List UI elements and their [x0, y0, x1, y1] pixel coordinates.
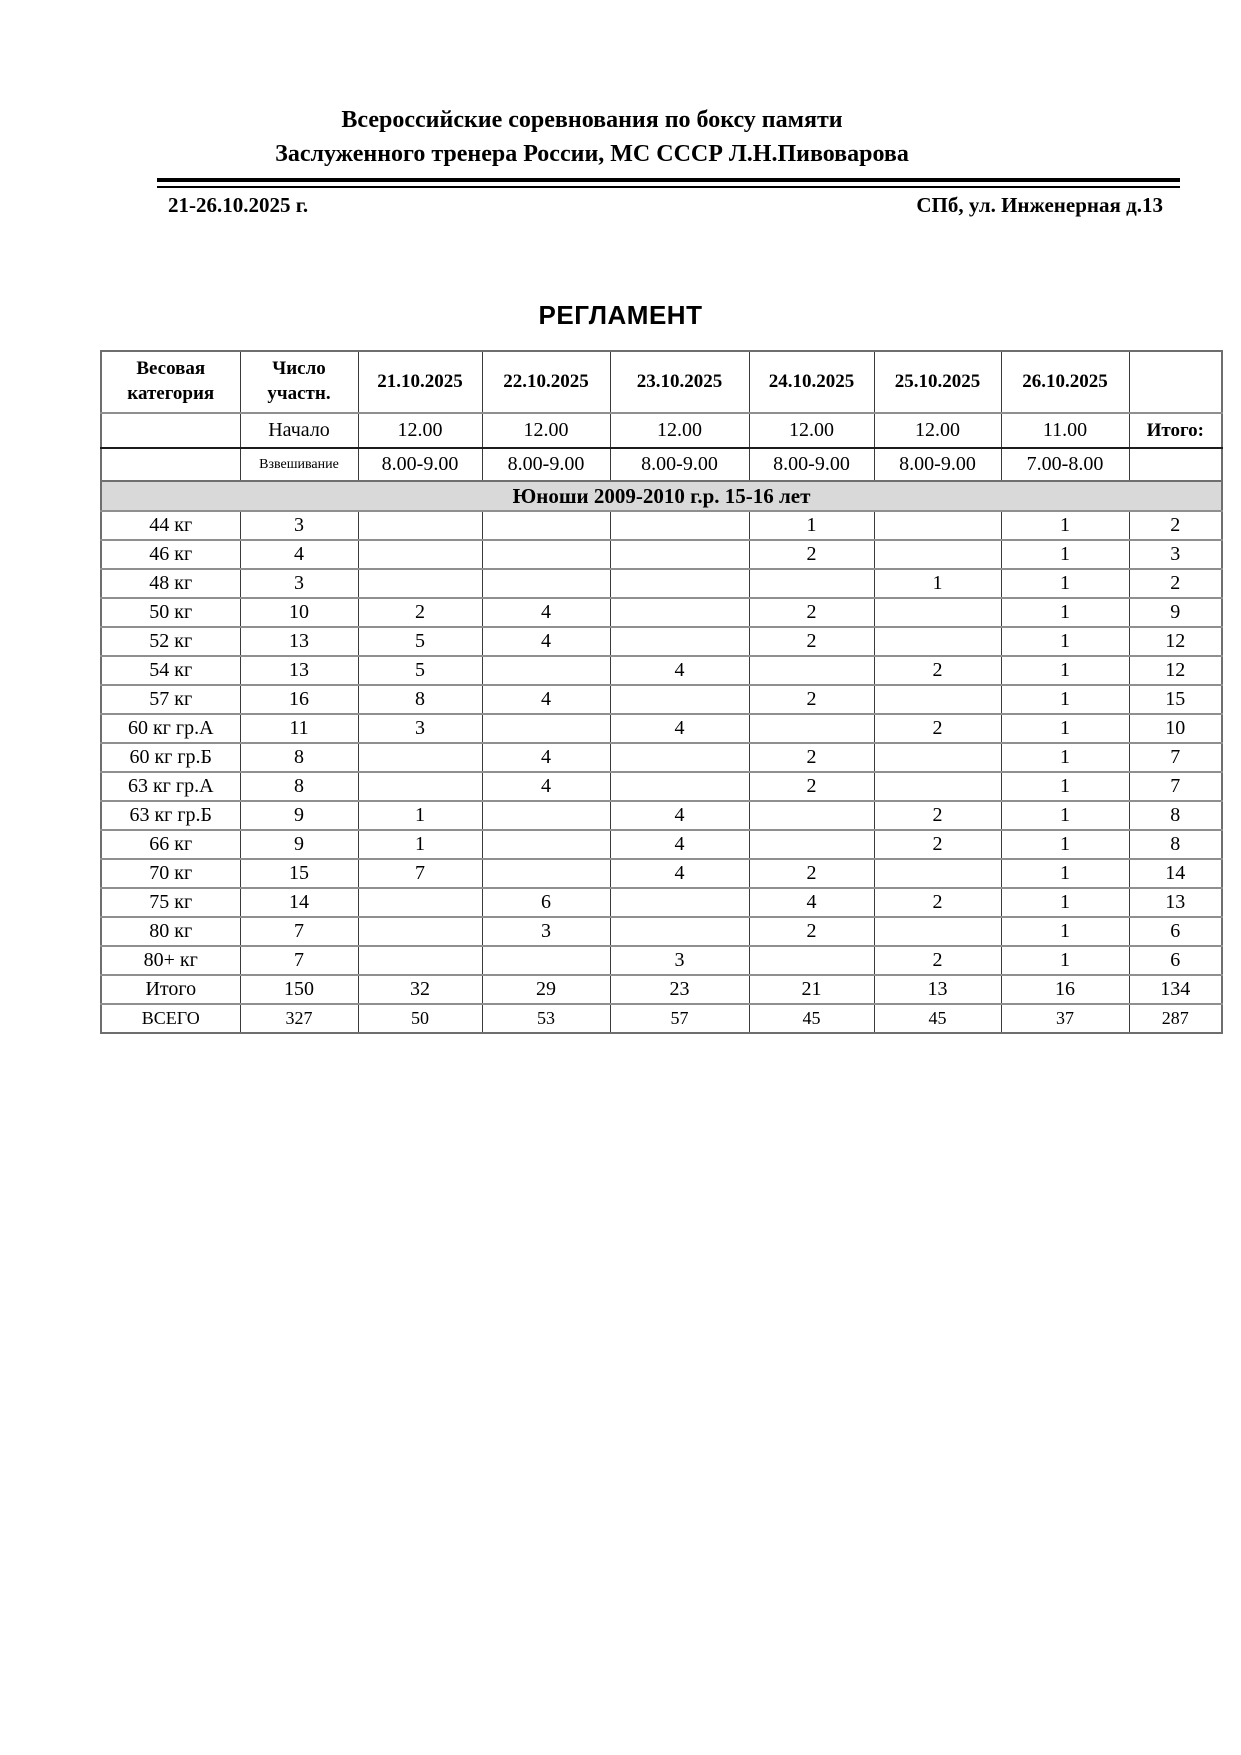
- table-row: [101, 801, 1222, 830]
- weight-category-cell: 63 кг гр.А: [101, 772, 240, 801]
- day3-cell: 4: [610, 830, 749, 859]
- weigh-in-time-cell: 8.00-9.00: [482, 448, 610, 481]
- title-line-1: Всероссийские соревнования по боксу памяти: [341, 107, 843, 133]
- day4-cell: 2: [749, 917, 874, 946]
- day4-cell: [749, 946, 874, 975]
- day4-cell: [749, 569, 874, 598]
- day1-cell: 7: [358, 859, 482, 888]
- row-total-cell: 3: [1129, 540, 1222, 569]
- table-row: [101, 569, 1222, 598]
- vsego-label-cell: ВСЕГО: [101, 1004, 240, 1033]
- day2-cell: [482, 830, 610, 859]
- participants-cell: 3: [240, 511, 358, 540]
- weight-category-cell: 46 кг: [101, 540, 240, 569]
- start-time-cell: 12.00: [610, 413, 749, 448]
- participants-cell: 9: [240, 830, 358, 859]
- day1-cell: [358, 511, 482, 540]
- day4-cell: 4: [749, 888, 874, 917]
- row-total-cell: 2: [1129, 511, 1222, 540]
- weight-rows: [101, 511, 1222, 975]
- day4-cell: [749, 714, 874, 743]
- table-row: [101, 743, 1222, 772]
- weigh-in-label-cell: Взвешивание: [240, 448, 358, 481]
- day6-cell: 1: [1001, 946, 1129, 975]
- day3-cell: 4: [610, 714, 749, 743]
- table-row: [101, 511, 1222, 540]
- day3-cell: [610, 772, 749, 801]
- weight-category-cell: 60 кг гр.Б: [101, 743, 240, 772]
- day2-cell: 4: [482, 772, 610, 801]
- day5-cell: 2: [874, 888, 1001, 917]
- participants-cell: 9: [240, 801, 358, 830]
- weigh-in-time-cell: 7.00-8.00: [1001, 448, 1129, 481]
- day6-cell: 1: [1001, 743, 1129, 772]
- day3-cell: 3: [610, 946, 749, 975]
- row-total-cell: 14: [1129, 859, 1222, 888]
- day6-cell: 1: [1001, 888, 1129, 917]
- table-row: [101, 598, 1222, 627]
- day6-cell: 1: [1001, 772, 1129, 801]
- itogo-row: [101, 975, 1222, 1004]
- day5-cell: [874, 685, 1001, 714]
- day1-cell: 5: [358, 627, 482, 656]
- day2-cell: 29: [482, 975, 610, 1004]
- day5-cell: [874, 511, 1001, 540]
- day4-cell: 45: [749, 1004, 874, 1033]
- col-header-day4: 24.10.2025: [749, 351, 874, 413]
- weigh-in-time-cell: 8.00-9.00: [874, 448, 1001, 481]
- day2-cell: 4: [482, 627, 610, 656]
- start-label-cell: Начало: [240, 413, 358, 448]
- col-header-empty: [1129, 351, 1222, 413]
- participants-cell: 10: [240, 598, 358, 627]
- col-header-weight-category: Весовая категория: [127, 358, 215, 404]
- day1-cell: 8: [358, 685, 482, 714]
- weight-category-cell: 52 кг: [101, 627, 240, 656]
- day4-cell: 2: [749, 598, 874, 627]
- day4-cell: [749, 830, 874, 859]
- weight-category-cell: 54 кг: [101, 656, 240, 685]
- day5-cell: 2: [874, 946, 1001, 975]
- table-totals-section: [101, 975, 1222, 1033]
- empty-cell: [101, 448, 240, 481]
- day3-cell: [610, 598, 749, 627]
- day4-cell: 2: [749, 772, 874, 801]
- day6-cell: 1: [1001, 511, 1129, 540]
- row-total-cell: 134: [1129, 975, 1222, 1004]
- vsego-row: [101, 1004, 1222, 1033]
- weight-category-cell: 60 кг гр.А: [101, 714, 240, 743]
- total-column-label: Итого:: [1129, 413, 1222, 448]
- age-group-band-row: [101, 481, 1222, 511]
- day3-cell: 4: [610, 859, 749, 888]
- participants-cell: 14: [240, 888, 358, 917]
- col-header-day1: 21.10.2025: [358, 351, 482, 413]
- table-row: [101, 830, 1222, 859]
- age-group-band: Юноши 2009-2010 г.р. 15-16 лет: [101, 481, 1222, 511]
- table-row: [101, 656, 1222, 685]
- weight-category-cell: 57 кг: [101, 685, 240, 714]
- participants-cell: 150: [240, 975, 358, 1004]
- day5-cell: 2: [874, 656, 1001, 685]
- day4-cell: 2: [749, 627, 874, 656]
- day2-cell: 53: [482, 1004, 610, 1033]
- weight-category-cell: 48 кг: [101, 569, 240, 598]
- row-total-cell: 13: [1129, 888, 1222, 917]
- empty-cell: [1129, 448, 1222, 481]
- day2-cell: [482, 859, 610, 888]
- weigh-in-time-cell: 8.00-9.00: [358, 448, 482, 481]
- weigh-in-row: [101, 448, 1222, 481]
- day1-cell: 1: [358, 801, 482, 830]
- day5-cell: [874, 917, 1001, 946]
- day2-cell: [482, 540, 610, 569]
- day2-cell: 4: [482, 598, 610, 627]
- weight-category-cell: 66 кг: [101, 830, 240, 859]
- col-header-participants: Число участн.: [240, 351, 358, 413]
- weight-category-cell: 50 кг: [101, 598, 240, 627]
- start-time-row: [101, 413, 1222, 448]
- weight-category-cell: 75 кг: [101, 888, 240, 917]
- event-venue: СПб, ул. Инженерная д.13: [916, 193, 1163, 217]
- day4-cell: [749, 656, 874, 685]
- table-header-row: [101, 351, 1222, 413]
- day6-cell: 1: [1001, 540, 1129, 569]
- day5-cell: [874, 540, 1001, 569]
- row-total-cell: 6: [1129, 946, 1222, 975]
- day2-cell: 4: [482, 743, 610, 772]
- itogo-label-cell: Итого: [101, 975, 240, 1004]
- start-time-cell: 12.00: [874, 413, 1001, 448]
- day4-cell: 2: [749, 859, 874, 888]
- weight-category-cell: 44 кг: [101, 511, 240, 540]
- day1-cell: [358, 569, 482, 598]
- day3-cell: [610, 685, 749, 714]
- day6-cell: 1: [1001, 801, 1129, 830]
- table-row: [101, 627, 1222, 656]
- table-head-section: [101, 351, 1222, 511]
- day5-cell: 2: [874, 801, 1001, 830]
- col-header-day5: 25.10.2025: [874, 351, 1001, 413]
- participants-cell: 7: [240, 917, 358, 946]
- day6-cell: 16: [1001, 975, 1129, 1004]
- col-header-day3: 23.10.2025: [610, 351, 749, 413]
- day3-cell: [610, 743, 749, 772]
- col-header-day6: 26.10.2025: [1001, 351, 1129, 413]
- day3-cell: [610, 569, 749, 598]
- table-row: [101, 772, 1222, 801]
- day6-cell: 1: [1001, 830, 1129, 859]
- weight-category-cell: 80+ кг: [101, 946, 240, 975]
- row-total-cell: 12: [1129, 656, 1222, 685]
- schedule-table: [100, 350, 1223, 1034]
- participants-cell: 15: [240, 859, 358, 888]
- row-total-cell: 9: [1129, 598, 1222, 627]
- day3-cell: [610, 627, 749, 656]
- day4-cell: 2: [749, 685, 874, 714]
- weight-category-cell: 70 кг: [101, 859, 240, 888]
- weight-category-cell: 63 кг гр.Б: [101, 801, 240, 830]
- day3-cell: 23: [610, 975, 749, 1004]
- document-title: [100, 0, 1084, 171]
- weigh-in-time-cell: 8.00-9.00: [749, 448, 874, 481]
- day1-cell: [358, 946, 482, 975]
- day1-cell: 5: [358, 656, 482, 685]
- empty-cell: [101, 413, 240, 448]
- day5-cell: 2: [874, 830, 1001, 859]
- day5-cell: 2: [874, 714, 1001, 743]
- start-time-cell: 11.00: [1001, 413, 1129, 448]
- day6-cell: 1: [1001, 656, 1129, 685]
- participants-cell: 4: [240, 540, 358, 569]
- day3-cell: [610, 917, 749, 946]
- day3-cell: 4: [610, 656, 749, 685]
- day6-cell: 1: [1001, 598, 1129, 627]
- event-dates: 21-26.10.2025 г.: [168, 193, 309, 217]
- day5-cell: 13: [874, 975, 1001, 1004]
- participants-cell: 8: [240, 743, 358, 772]
- day1-cell: [358, 743, 482, 772]
- day1-cell: [358, 772, 482, 801]
- day6-cell: 1: [1001, 685, 1129, 714]
- day4-cell: 2: [749, 540, 874, 569]
- header-divider: [157, 178, 1180, 188]
- row-total-cell: 7: [1129, 772, 1222, 801]
- table-row: [101, 685, 1222, 714]
- day3-cell: 4: [610, 801, 749, 830]
- participants-cell: 3: [240, 569, 358, 598]
- day1-cell: 2: [358, 598, 482, 627]
- participants-cell: 11: [240, 714, 358, 743]
- day6-cell: 1: [1001, 569, 1129, 598]
- day2-cell: 6: [482, 888, 610, 917]
- table-row: [101, 859, 1222, 888]
- participants-cell: 13: [240, 656, 358, 685]
- participants-cell: 327: [240, 1004, 358, 1033]
- participants-cell: 8: [240, 772, 358, 801]
- row-total-cell: 8: [1129, 801, 1222, 830]
- day6-cell: 1: [1001, 714, 1129, 743]
- day5-cell: 45: [874, 1004, 1001, 1033]
- day3-cell: [610, 888, 749, 917]
- day3-cell: [610, 511, 749, 540]
- row-total-cell: 15: [1129, 685, 1222, 714]
- day5-cell: [874, 743, 1001, 772]
- day1-cell: 32: [358, 975, 482, 1004]
- day5-cell: [874, 627, 1001, 656]
- day5-cell: [874, 598, 1001, 627]
- table-row: [101, 714, 1222, 743]
- day2-cell: 3: [482, 917, 610, 946]
- start-time-cell: 12.00: [358, 413, 482, 448]
- day4-cell: [749, 801, 874, 830]
- row-total-cell: 6: [1129, 917, 1222, 946]
- weigh-in-time-cell: 8.00-9.00: [610, 448, 749, 481]
- day6-cell: 1: [1001, 917, 1129, 946]
- day5-cell: [874, 772, 1001, 801]
- row-total-cell: 7: [1129, 743, 1222, 772]
- table-row: [101, 888, 1222, 917]
- day3-cell: 57: [610, 1004, 749, 1033]
- table-row: [101, 917, 1222, 946]
- divider-thin-line: [157, 186, 1180, 188]
- day1-cell: 1: [358, 830, 482, 859]
- day2-cell: [482, 511, 610, 540]
- day4-cell: 2: [749, 743, 874, 772]
- day4-cell: 1: [749, 511, 874, 540]
- day4-cell: 21: [749, 975, 874, 1004]
- participants-cell: 16: [240, 685, 358, 714]
- event-meta-row: [168, 193, 1163, 218]
- day2-cell: [482, 801, 610, 830]
- title-line-2: Заслуженного тренера России, МС СССР Л.Н.Пивоварова: [275, 141, 909, 167]
- day6-cell: 37: [1001, 1004, 1129, 1033]
- col-header-day2: 22.10.2025: [482, 351, 610, 413]
- day2-cell: 4: [482, 685, 610, 714]
- day1-cell: [358, 540, 482, 569]
- row-total-cell: 287: [1129, 1004, 1222, 1033]
- table-row: [101, 540, 1222, 569]
- row-total-cell: 10: [1129, 714, 1222, 743]
- day2-cell: [482, 714, 610, 743]
- day1-cell: [358, 888, 482, 917]
- day5-cell: [874, 859, 1001, 888]
- weight-category-cell: 80 кг: [101, 917, 240, 946]
- participants-cell: 13: [240, 627, 358, 656]
- participants-cell: 7: [240, 946, 358, 975]
- day2-cell: [482, 656, 610, 685]
- row-total-cell: 12: [1129, 627, 1222, 656]
- day3-cell: [610, 540, 749, 569]
- day1-cell: 3: [358, 714, 482, 743]
- day2-cell: [482, 569, 610, 598]
- table-row: [101, 946, 1222, 975]
- day1-cell: [358, 917, 482, 946]
- day6-cell: 1: [1001, 627, 1129, 656]
- day6-cell: 1: [1001, 859, 1129, 888]
- day1-cell: 50: [358, 1004, 482, 1033]
- start-time-cell: 12.00: [482, 413, 610, 448]
- day2-cell: [482, 946, 610, 975]
- day5-cell: 1: [874, 569, 1001, 598]
- row-total-cell: 8: [1129, 830, 1222, 859]
- row-total-cell: 2: [1129, 569, 1222, 598]
- start-time-cell: 12.00: [749, 413, 874, 448]
- section-heading: РЕГЛАМЕНТ: [538, 300, 703, 330]
